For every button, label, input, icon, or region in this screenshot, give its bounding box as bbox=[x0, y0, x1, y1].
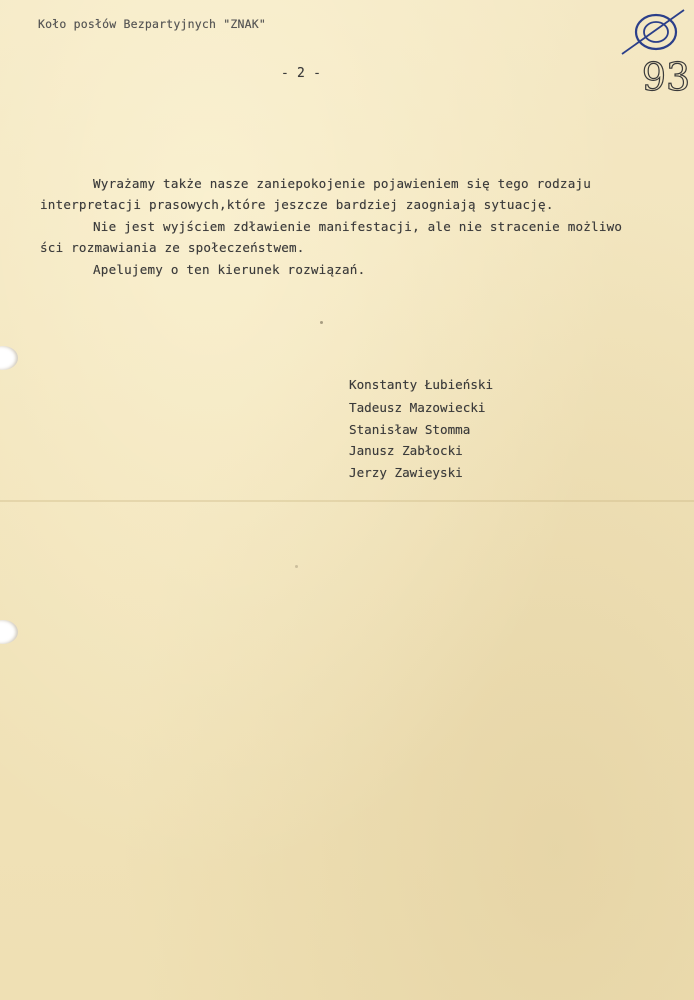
paragraph-line: Apelujemy o ten kierunek rozwiązań. bbox=[93, 262, 366, 277]
signatory-name: Stanisław Stomma bbox=[349, 422, 471, 437]
archive-number: 93 bbox=[641, 55, 691, 99]
signatory-name: Janusz Zabłocki bbox=[349, 443, 463, 458]
signatory-name: Tadeusz Mazowiecki bbox=[349, 400, 486, 415]
document-header: Koło posłów Bezpartyjnych "ZNAK" bbox=[38, 17, 266, 31]
paragraph-line: ści rozmawiania ze społeczeństwem. bbox=[40, 240, 305, 255]
paragraph-line: interpretacji prasowych,które jeszcze bardziej zaogniają sytuację. bbox=[40, 197, 554, 212]
signatory-name: Jerzy Zawieyski bbox=[349, 465, 463, 480]
paper-fold bbox=[0, 500, 694, 502]
paragraph-line: Nie jest wyjściem zdławienie manifestacji, ale nie stracenie możliwo bbox=[93, 219, 623, 234]
paragraph-line: Wyrażamy także nasze zaniepokojenie pojawieniem się tego rodzaju bbox=[93, 176, 592, 191]
stamp-strike bbox=[622, 10, 684, 54]
page-number: - 2 - bbox=[281, 66, 322, 81]
ink-speck bbox=[320, 321, 323, 324]
ink-speck bbox=[295, 565, 298, 568]
punch-hole-top bbox=[0, 346, 18, 370]
archive-stamp-mark bbox=[618, 4, 694, 100]
punch-hole-bottom bbox=[0, 620, 18, 644]
signatory-name: Konstanty Łubieński bbox=[349, 377, 494, 392]
